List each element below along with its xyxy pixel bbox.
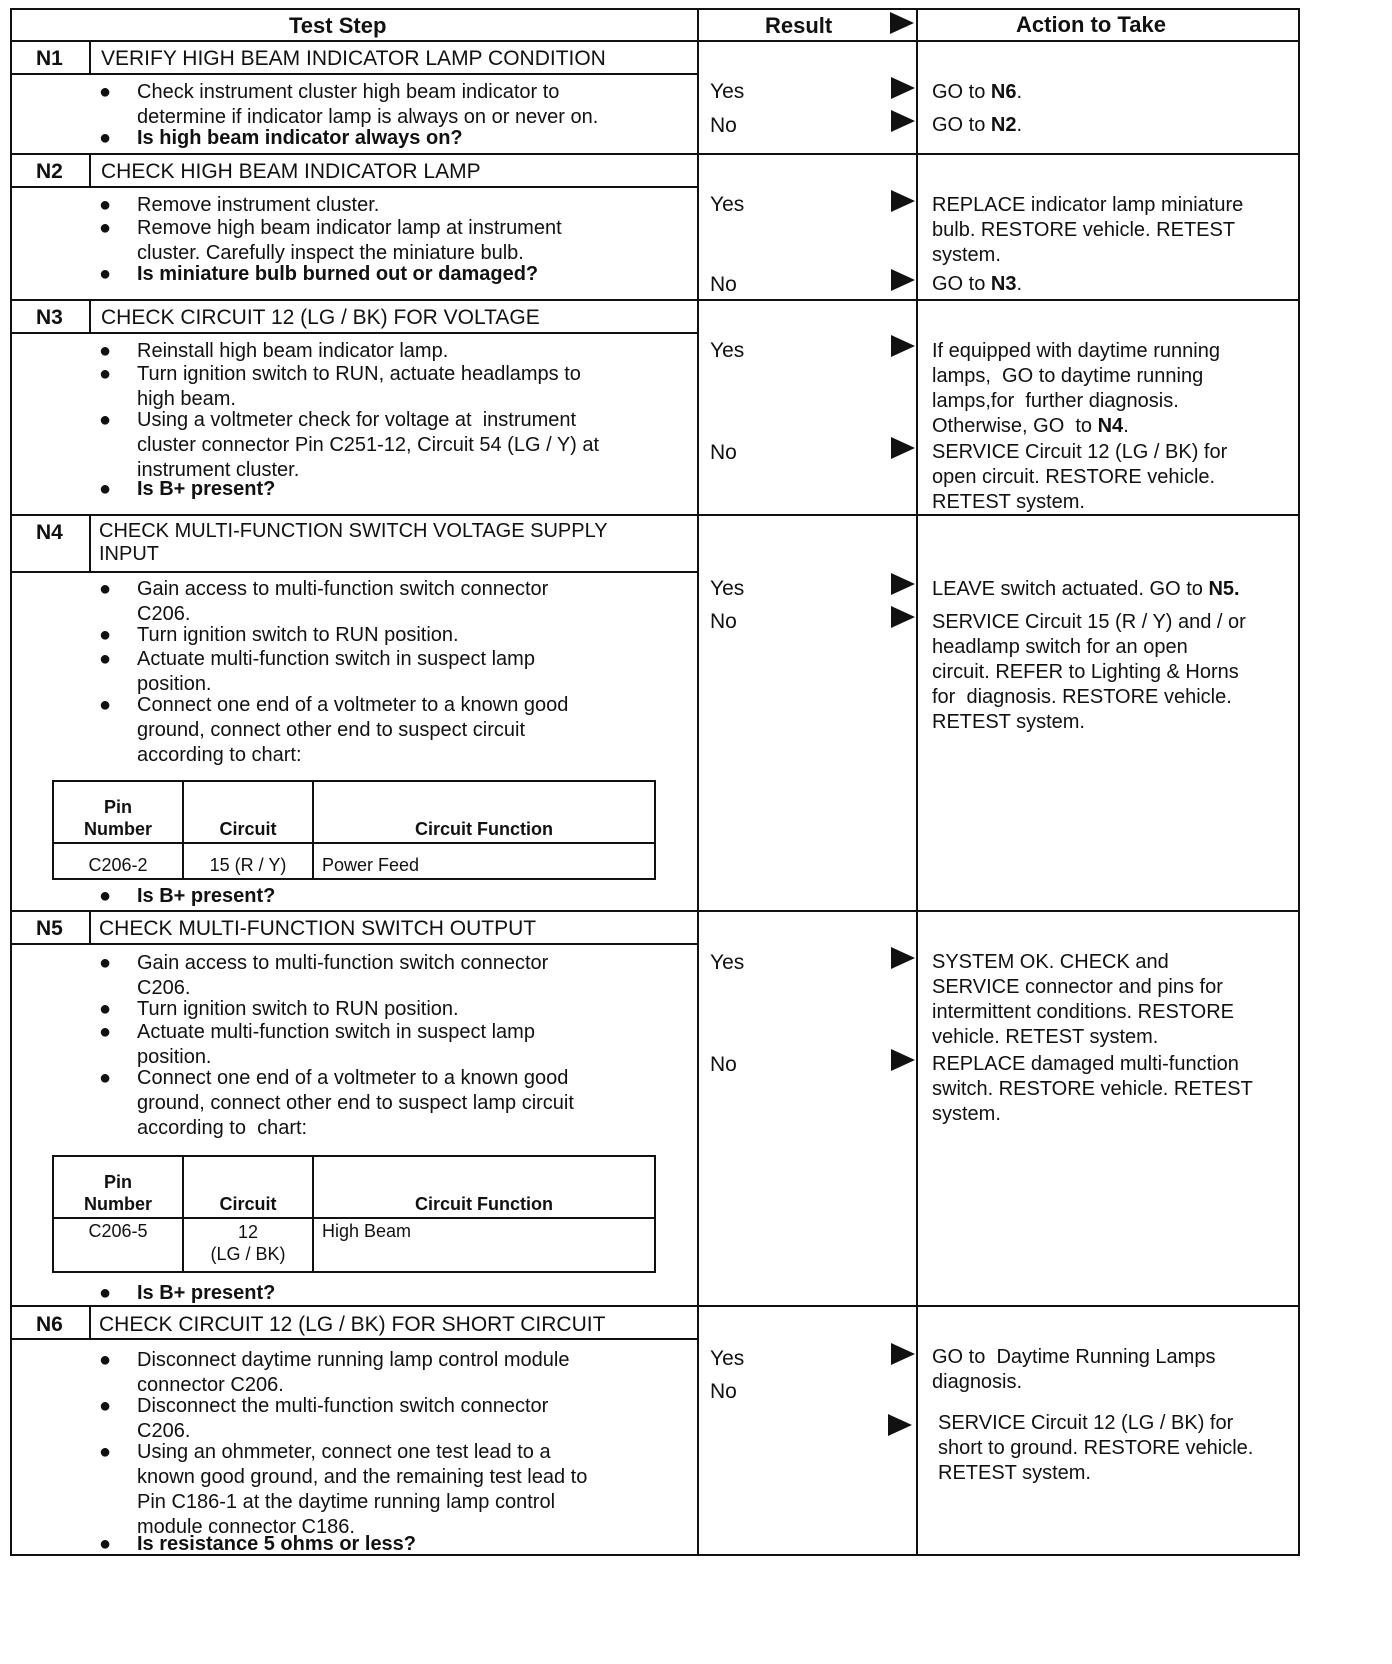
step-id: N4: [36, 521, 63, 544]
result-no: No: [710, 1380, 737, 1403]
bullet-icon: ●: [99, 1441, 112, 1463]
chart-cell-circuit: 12 (LG / BK): [183, 1218, 313, 1272]
result-no: No: [710, 1053, 737, 1076]
action-text: REPLACE damaged multi-function switch. RESTORE vehicle. RETEST system.: [932, 1053, 1253, 1125]
bullet-icon: ●: [99, 1395, 112, 1417]
action-text: GO to N3.: [932, 273, 1023, 295]
bullet-icon: ●: [99, 194, 112, 216]
arrow-icon: [891, 1049, 915, 1071]
result-yes: Yes: [710, 577, 745, 600]
action-text: If equipped with daytime running lamps, GO to daytime running lamps,for further diagnosis. Otherwise, GO to N4.: [932, 340, 1220, 437]
arrow-icon: [891, 947, 915, 969]
bullet-icon: ●: [99, 1533, 112, 1555]
chart-cell-pin: C206-2: [53, 843, 183, 879]
action-text: SERVICE Circuit 12 (LG / BK) for open circuit. RESTORE vehicle. RETEST system.: [932, 441, 1228, 513]
step-title: CHECK CIRCUIT 12 (LG / BK) FOR SHORT CIRCUIT: [99, 1313, 606, 1336]
action-text: LEAVE switch actuated. GO to N5.: [932, 578, 1240, 600]
chart-header-pin: Pin Number: [53, 781, 183, 843]
result-yes: Yes: [710, 339, 745, 362]
bullet-icon: ●: [99, 624, 112, 646]
action-text: REPLACE indicator lamp miniature bulb. RESTORE vehicle. RETEST system.: [932, 194, 1244, 266]
bullet-icon: ●: [99, 885, 112, 907]
arrow-icon: [891, 269, 915, 291]
step-title: CHECK MULTI-FUNCTION SWITCH OUTPUT: [99, 917, 537, 940]
result-no: No: [710, 114, 737, 137]
bullet-icon: ●: [99, 694, 112, 716]
chart-row: [53, 843, 655, 879]
result-no: No: [710, 610, 737, 633]
chart-cell-pin: C206-5: [53, 1218, 183, 1272]
action-text: GO to N6.: [932, 81, 1023, 103]
step-title: CHECK MULTI-FUNCTION SWITCH VOLTAGE SUPPLY INPUT: [99, 520, 608, 565]
circuit-chart: [52, 1155, 656, 1273]
bullet-icon: ●: [99, 578, 112, 600]
bullet-icon: ●: [99, 1282, 112, 1304]
bullet-icon: ●: [99, 127, 112, 149]
step-title: VERIFY HIGH BEAM INDICATOR LAMP CONDITION: [101, 47, 606, 70]
bullet-icon: ●: [99, 952, 112, 974]
diagnostic-test-table: Test Step Result Action to Take N1 VERIFY HIGH BEAM INDICATOR LAMP CONDITION ● Check instrument cluster high beam indicator to determine if indicator lamp is always on or never on. ● Is high beam indicator always on? Yes GO to N6. No GO to N2. N2 CHECK HIGH BEAM INDICATOR LAMP ● Remove instrument cluster. ● Remove high beam indicator lamp at instrument cluster. Carefully inspect the miniature bulb. ● Is miniature bulb burned out or damaged? Yes REPLACE indicator lamp miniature bulb. RESTORE vehicle. RETEST system. No GO to N3. N3 CHECK CIRCUIT 12 (LG / BK) FOR VOLTAGE ● Reinstall high beam indicator lamp. ● Turn ignition switch to RUN, actuate headlamps to high beam. ● Using a voltmeter check for voltage at instrument cluster connector Pin C251-12, Circuit 54 (LG / Y) at instrument cluster. ● Is B+ present? Yes If equipped with daytime running lamps, GO to daytime running lamps,for further diagnosis. Otherwise, GO to N4. No SERVICE Circuit 12 (LG / BK) for open circuit. RESTORE vehicle. RETEST system. N4 CHECK MULTI-FUNCTION SWITCH VOLTAGE SUPPLY INPUT ● Gain access to multi-function switch connector C206. ● Turn ignition switch to RUN position. ● Actuate multi-function switch in suspect lamp position. ● Connect one end of a voltmeter to a known good ground, connect other end to suspect circuit according to chart: Pin Number Circuit Circuit Function C206-2 15 (R / Y) Power Feed ● Is B+ present? Yes LEAVE switch actuated. GO to N5. No SERVICE Circuit 15 (R / Y) and / or headlamp switch for an open circuit. REFER to Lighting & Horns for diagnosis. RESTORE vehicle. RETEST system. N5 CHECK MULTI-FUNCTION SWITCH OUTPUT ● Gain access to multi-function switch connector C206. ● Turn ignition switch to RUN position. ● Actuate multi-function switch in suspect lamp position. ● Connect one end of a voltmeter to a known good ground, connect other end to suspect lamp circuit according to chart: Pin Number Circuit Circuit Function C206-5 12 (LG / BK) High Beam ● Is B+ present? Yes SYSTEM OK. CHECK and SERVICE connector and pins for intermittent conditions. RESTORE vehicle. RETEST system. No REPLACE damaged multi-function switch. RESTORE vehicle. RETEST system. N6 CHECK CIRCUIT 12 (LG / BK) FOR SHORT CIRCUIT ● Disconnect daytime running lamp control module connector C206. ● Disconnect the multi-function switch connector C206. ● Using an ohmmeter, connect one test lead to a known good ground, and the remaining test lead to Pin C186-1 at the daytime running lamp control module connector C186. ● Is resistance 5 ohms or less? Yes GO to Daytime Running Lamps diagnosis. No SERVICE Circuit 12 (LG / BK) for short to ground. RESTORE vehicle. RETEST system.: [0, 0, 1392, 1664]
bullet-icon: ●: [99, 1021, 112, 1043]
action-text: SERVICE Circuit 15 (R / Y) and / or headlamp switch for an open circuit. REFER to Lighting & Horns for diagnosis. RESTORE vehicle. RETEST system.: [932, 611, 1246, 733]
chart-header-row: [53, 1156, 655, 1218]
chart-header-row: [53, 781, 655, 843]
header-action: Action to Take: [1016, 12, 1166, 37]
bullet-icon: ●: [99, 1349, 112, 1371]
step-id: N3: [36, 306, 63, 329]
chart-row: [53, 1218, 655, 1272]
chart-cell-function: High Beam: [313, 1218, 655, 1272]
bullet-icon: ●: [99, 478, 112, 500]
result-yes: Yes: [710, 80, 745, 103]
action-text: GO to Daytime Running Lamps diagnosis.: [932, 1346, 1216, 1393]
result-no: No: [710, 441, 737, 464]
chart-header-function: Circuit Function: [313, 781, 655, 843]
arrow-icon: [891, 190, 915, 212]
bullet-icon: ●: [99, 998, 112, 1020]
bullet-icon: ●: [99, 81, 112, 103]
result-yes: Yes: [710, 193, 745, 216]
step-title: CHECK CIRCUIT 12 (LG / BK) FOR VOLTAGE: [101, 306, 540, 329]
result-yes: Yes: [710, 1347, 745, 1370]
arrow-icon: [888, 1414, 912, 1436]
arrow-icon: [891, 110, 915, 132]
header-test-step: Test Step: [289, 13, 387, 38]
action-text: SERVICE Circuit 12 (LG / BK) for short to ground. RESTORE vehicle. RETEST system.: [938, 1412, 1254, 1484]
result-yes: Yes: [710, 951, 745, 974]
step-id: N1: [36, 47, 63, 70]
bullet-icon: ●: [99, 340, 112, 362]
step-id: N5: [36, 917, 63, 940]
step-title: CHECK HIGH BEAM INDICATOR LAMP: [101, 160, 481, 183]
chart-header-function: Circuit Function: [313, 1156, 655, 1218]
arrow-icon: [891, 1343, 915, 1365]
chart-header-pin: Pin Number: [53, 1156, 183, 1218]
bullet-icon: ●: [99, 648, 112, 670]
arrow-icon: [891, 437, 915, 459]
bullet-icon: ●: [99, 263, 112, 285]
header-arrow-icon: [890, 12, 914, 34]
bullet-icon: ●: [99, 217, 112, 239]
bullet-icon: ●: [99, 363, 112, 385]
chart-cell-function: Power Feed: [313, 843, 655, 879]
result-no: No: [710, 273, 737, 296]
circuit-chart: [52, 780, 656, 880]
action-text: GO to N2.: [932, 114, 1023, 136]
chart-cell-circuit: 15 (R / Y): [183, 843, 313, 879]
bullet-icon: ●: [99, 409, 112, 431]
action-text: SYSTEM OK. CHECK and SERVICE connector and pins for intermittent conditions. RESTORE vehicle. RETEST system.: [932, 951, 1234, 1048]
step-id: N6: [36, 1313, 63, 1336]
step-id: N2: [36, 160, 63, 183]
arrow-icon: [891, 606, 915, 628]
arrow-icon: [891, 77, 915, 99]
chart-header-circuit: Circuit: [183, 1156, 313, 1218]
chart-header-circuit: Circuit: [183, 781, 313, 843]
header-result: Result: [765, 13, 833, 38]
bullet-icon: ●: [99, 1067, 112, 1089]
arrow-icon: [891, 573, 915, 595]
arrow-icon: [891, 335, 915, 357]
